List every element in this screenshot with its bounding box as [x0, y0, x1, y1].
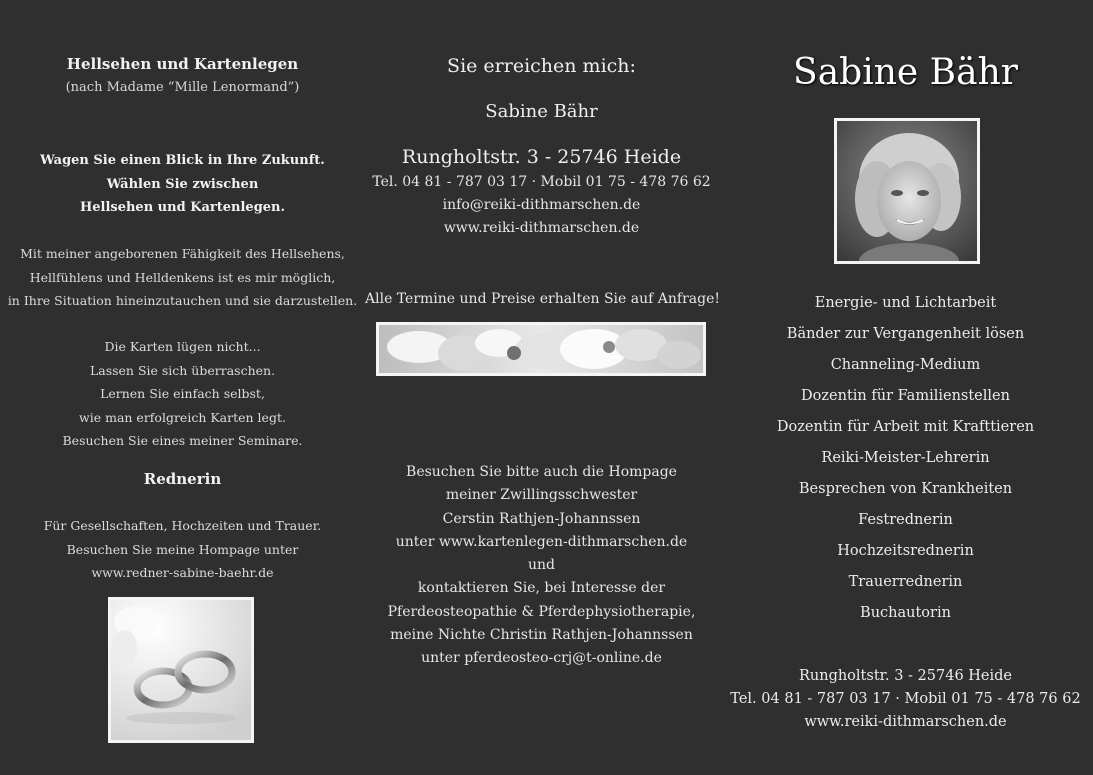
footer-website-link[interactable]: www.reiki-dithmarschen.de	[804, 714, 1007, 730]
service-item: Energie- und Lichtarbeit	[814, 295, 997, 311]
contact-phone: Tel. 04 81 - 787 03 17 · Mobil 01 75 - 478 76 62	[372, 174, 711, 190]
footer-contact	[718, 665, 1093, 734]
intro-bold-block	[0, 149, 365, 220]
orchid-banner-image	[376, 322, 706, 376]
service-item: Channeling-Medium	[830, 357, 981, 373]
paragraph-cards	[0, 335, 365, 453]
service-item: Hochzeitsrednerin	[837, 543, 974, 559]
portrait-photo	[834, 118, 980, 264]
service-item: Trauerrednerin	[848, 574, 963, 590]
wedding-rings-image	[108, 597, 254, 743]
contact-email-link[interactable]: info@reiki-dithmarschen.de	[442, 197, 641, 213]
intro-line: Wagen Sie einen Blick in Ihre Zukunft.	[40, 153, 325, 168]
contact-heading: Sie erreichen mich:	[447, 55, 636, 77]
text-line: in Ihre Situation hineinzutauchen und sie darzustellen.	[7, 293, 358, 308]
left-panel	[0, 0, 365, 775]
service-item: Dozentin für Familienstellen	[801, 388, 1010, 404]
text-line: und	[528, 557, 555, 574]
footer-address: Rungholtstr. 3 - 25746 Heide	[798, 668, 1013, 684]
service-item: Bänder zur Vergangenheit lösen	[786, 326, 1025, 342]
email-link[interactable]: unter pferdeosteo-crj@t-online.de	[421, 650, 662, 667]
text-line: kontaktieren Sie, bei Interesse der	[417, 580, 666, 597]
text-line: Lassen Sie sich überraschen.	[89, 362, 276, 378]
cover-name: Sabine Bähr	[793, 52, 1018, 93]
text-line: wie man erfolgreich Karten legt.	[79, 409, 286, 425]
intro-line: Hellsehen und Kartenlegen.	[79, 200, 286, 215]
website-link[interactable]: unter www.kartenlegen-dithmarschen.de	[395, 533, 688, 550]
text-line: Besuchen Sie meine Hompage unter	[66, 541, 299, 557]
text-line: meiner Zwillingsschwester	[445, 487, 638, 504]
contact-name: Sabine Bähr	[485, 101, 598, 122]
middle-panel	[365, 0, 718, 775]
service-item: Besprechen von Krankheiten	[798, 481, 1013, 497]
footer-phone: Tel. 04 81 - 787 03 17 · Mobil 01 75 - 478 76 62	[730, 691, 1081, 707]
text-line: Für Gesellschaften, Hochzeiten und Trauer.	[43, 518, 322, 533]
service-item: Dozentin für Arbeit mit Krafttieren	[776, 419, 1035, 435]
text-line: Die Karten lügen nicht...	[104, 339, 261, 354]
text-line: Besuchen Sie bitte auch die Hompage	[406, 464, 677, 480]
text-line: meine Nichte Christin Rathjen-Johannssen	[390, 627, 693, 644]
text-line: Lernen Sie einfach selbst,	[100, 386, 265, 401]
section-subtitle: (nach Madame “Mille Lenormand”)	[65, 80, 300, 95]
text-line: Besuchen Sie eines meiner Seminare.	[62, 433, 303, 448]
intro-line: Wählen Sie zwischen	[106, 176, 259, 192]
right-panel	[718, 0, 1093, 775]
service-item: Reiki-Meister-Lehrerin	[821, 450, 990, 466]
section-title-hellsehen: Hellsehen und Kartenlegen	[66, 55, 299, 73]
paragraph-abilities	[0, 242, 365, 313]
paragraph-rednerin	[0, 514, 365, 585]
service-item: Buchautorin	[860, 605, 951, 621]
text-line: Mit meiner angeborenen Fähigkeit des Hellsehens,	[20, 246, 345, 261]
service-item: Festrednerin	[858, 512, 953, 528]
contact-address: Rungholtstr. 3 - 25746 Heide	[401, 146, 682, 168]
text-line: Cerstin Rathjen-Johannssen	[442, 510, 641, 527]
text-line: Pferdeosteopathie & Pferdephysiotherapie,	[387, 603, 696, 620]
contact-website-link[interactable]: www.reiki-dithmarschen.de	[443, 220, 640, 236]
website-link[interactable]: www.redner-sabine-baehr.de	[91, 565, 274, 580]
family-links-block	[365, 461, 718, 671]
section-title-rednerin: Rednerin	[143, 470, 222, 488]
text-line: Hellfühlens und Helldenkens ist es mir möglich,	[29, 269, 336, 285]
appointment-note: Alle Termine und Preise erhalten Sie auf Anfrage!	[365, 291, 720, 307]
